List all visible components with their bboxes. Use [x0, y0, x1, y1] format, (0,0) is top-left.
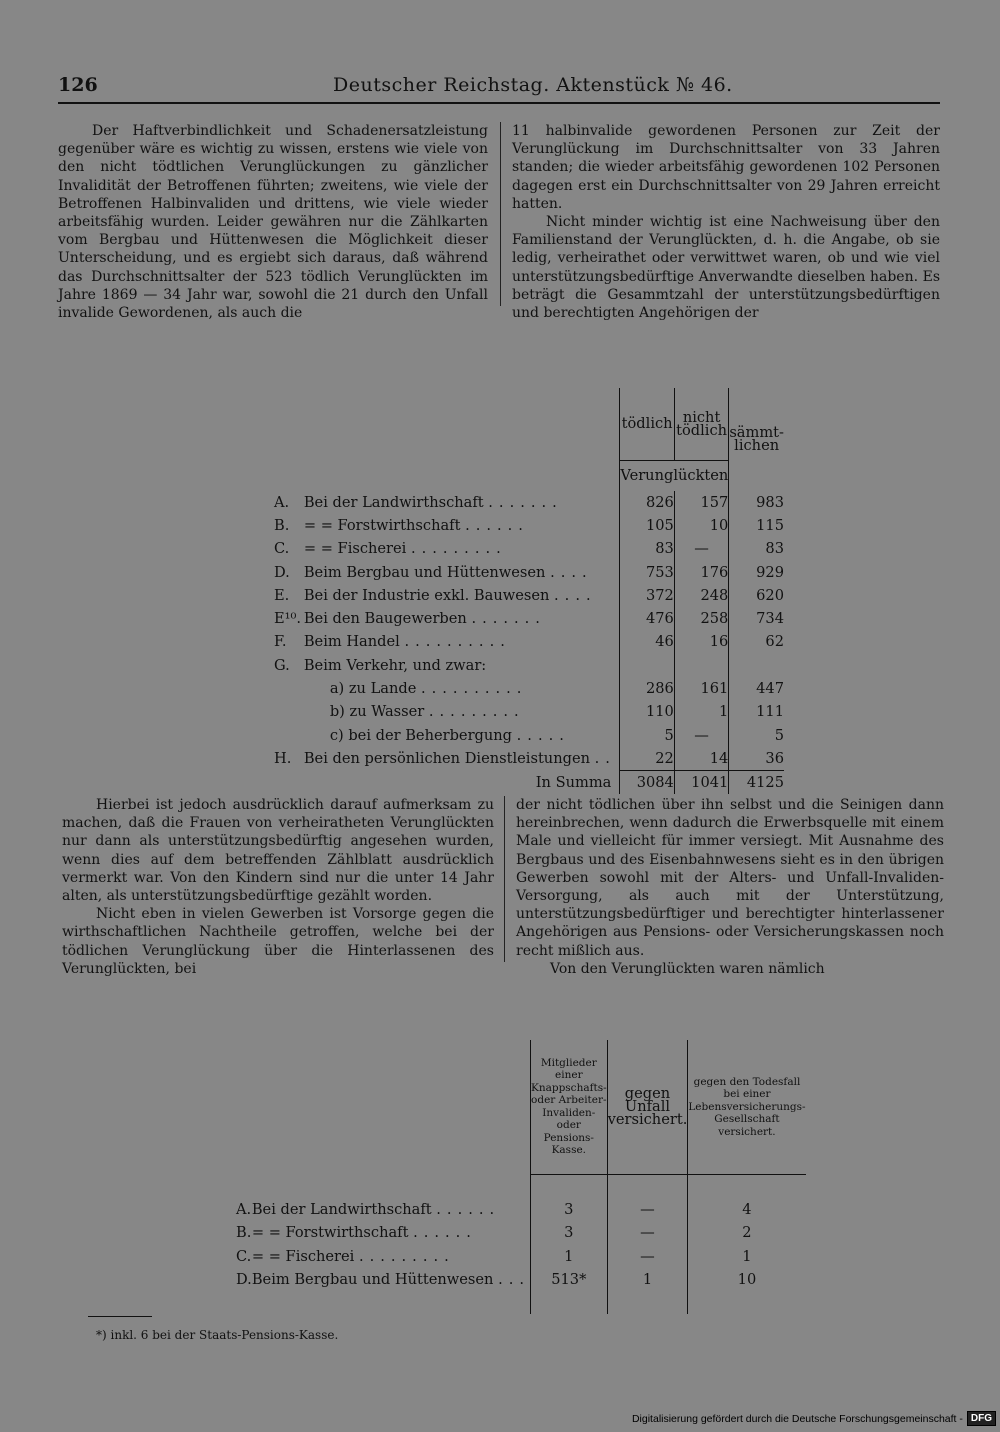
footnote-rule: [88, 1316, 152, 1317]
mid-left-column: [62, 796, 494, 978]
mid-left-paragraph-2: Nicht eben in vielen Gewerben ist Vorsorge gegen die wirthschaftlichen Nachtheile getroffen, welche bei der tödlichen Verunglückung über die Hinterlassenen des Verunglückten, bei: [62, 906, 494, 977]
table-row: C. = = Fischerei ......... 83 — 83: [274, 537, 784, 560]
table-row: B. = = Forstwirthschaft ...... 3 — 2: [236, 1221, 806, 1244]
col-header-saemmtlichen: sämmt-lichen: [729, 388, 784, 491]
page-number: 126: [58, 74, 98, 96]
table-row: G. Beim Verkehr, und zwar:: [274, 654, 784, 677]
header-rule: [58, 102, 940, 104]
table-family-status: [274, 388, 784, 794]
digitization-credit: [632, 1411, 996, 1426]
mid-left-paragraph-1: Hierbei ist jedoch ausdrücklich darauf aufmerksam zu machen, daß die Frauen von verheiratheten Verunglückten nur dann als unterstützungsbedürftig angesehen wurden, wenn dies auf dem betreffenden Zählblatt ausdrücklich vermerkt war. Von den Kindern sind nur die unter 14 Jahr alten, als unterstützungsbedürftige gezählt worden.: [62, 797, 494, 905]
table-row: D. Beim Bergbau und Hüttenwesen .... 753 176 929: [274, 560, 784, 583]
table-row: B. = = Forstwirthschaft ...... 105 10 115: [274, 514, 784, 537]
top-left-paragraph: Der Haftverbindlichkeit und Schadenersatzleistung gegenüber wäre es wichtig zu wissen, erstens wie viele von den nicht tödtlichen Verunglückungen zu gänzlicher Invalidität der Betroffenen führten; zweitens, wie viele der Betroffenen Halbinvaliden und drittens, wie viele wieder arbeitsfähig wurden. Leider gewähren nur die Zählkarten vom Bergbau und Hüttenwesen die Möglichkeit dieser Unterscheidung, und es ergiebt sich daraus, daß während das Durchschnittsalter der 523 tödlich Verunglückten im Jahre 1869 — 34 Jahr war, sowohl die 21 durch den Unfall invalide Gewordenen, als auch die: [58, 123, 488, 322]
sum-label: In Summa: [535, 773, 612, 791]
top-right-column: [512, 122, 940, 322]
table-row: D. Beim Bergbau und Hüttenwesen ... 513* 1 10: [236, 1268, 806, 1291]
credit-text: Digitalisierung gefördert durch die Deutsche Forschungsgemeinschaft -: [631, 1412, 963, 1425]
page-title: Deutscher Reichstag. Aktenstück № 46.: [333, 74, 733, 96]
table-row: E¹⁰. Bei den Baugewerben ....... 476 258 734: [274, 607, 784, 630]
col-header-toedlich: tödlich: [620, 388, 674, 460]
col-header-unfall: gegen Unfall versichert.: [607, 1040, 688, 1174]
mid-right-paragraph-2: Von den Verunglückten waren nämlich: [550, 960, 825, 977]
table-row: H. Bei den persönlichen Dienstleistungen .. 22 14 36: [274, 747, 784, 771]
dfg-logo: DFG: [967, 1411, 996, 1426]
table-row: E. Bei der Industrie exkl. Bauwesen .... 372 248 620: [274, 584, 784, 607]
top-right-paragraph-2: Nicht minder wichtig ist eine Nachweisung über den Familienstand der Verunglückten, d. h. die Angabe, ob sie ledig, verheirathet oder verwittwet waren, ob und wie viel unterstützungsbedürftige Anverwandte dieselben haben. Es beträgt die Gesammtzahl der unterstützungsbedürftigen und berechtigten Angehörigen der: [512, 214, 940, 322]
mid-right-column: [516, 796, 944, 978]
table-row: A. Bei der Landwirthschaft ....... 826 157 983: [274, 491, 784, 514]
top-right-paragraph-1: 11 halbinvalide gewordenen Personen zur Zeit der Verunglückung im Durchschnittsalter von 33 Jahren standen; die wieder arbeitsfähig gewordenen 102 Personen dagegen erst ein Durchschnittsalter von 29 Jahren erreicht hatten.: [512, 123, 940, 212]
col-group-header: Verunglückten: [620, 460, 729, 491]
table-row: F. Beim Handel .......... 46 16 62: [274, 630, 784, 653]
col-header-nicht-toedlich: nicht tödlich: [674, 388, 728, 460]
page-header: [58, 74, 940, 100]
mid-right-paragraph-1: der nicht tödlichen über ihn selbst und die Seinigen dann hereinbrechen, wenn dadurch die Erwerbsquelle mit einem Male und vielleicht für immer versiegt. Mit Ausnahme des Bergbaus und des Eisenbahnwesens sieht es in den übrigen Gewerben sowohl mit der Alters- und Unfall-Invaliden-Versorgung, als auch mit der Unterstützung, unterstützungsbedürftiger und berechtigter hinterlassener Angehörigen aus Pensions- oder Versicherungskassen noch recht mißlich aus.: [516, 797, 944, 959]
table-row: a) zu Lande .......... 286 161 447: [274, 677, 784, 700]
table-row: A. Bei der Landwirthschaft ...... 3 — 4: [236, 1198, 806, 1221]
column-divider: [500, 122, 501, 306]
table-row: C. = = Fischerei ......... 1 — 1: [236, 1244, 806, 1267]
col-header-todesfall: gegen den Todesfall bei einer Lebensversicherungs-Gesellschaft versichert.: [688, 1040, 806, 1174]
table-row: b) zu Wasser ......... 110 1 111: [274, 700, 784, 723]
top-left-column: [58, 122, 488, 322]
col-header-kasse: Mitglieder einer Knappschafts- oder Arbeiter-Invaliden- oder Pensions-Kasse.: [530, 1040, 607, 1174]
table-row: c) bei der Beherbergung ..... 5 — 5: [274, 723, 784, 746]
column-divider: [504, 796, 505, 962]
table-sum-row: In Summa 3084 1041 4125: [274, 771, 784, 795]
table-insurance: [236, 1040, 806, 1314]
footnote: *) inkl. 6 bei der Staats-Pensions-Kasse.: [96, 1328, 339, 1342]
